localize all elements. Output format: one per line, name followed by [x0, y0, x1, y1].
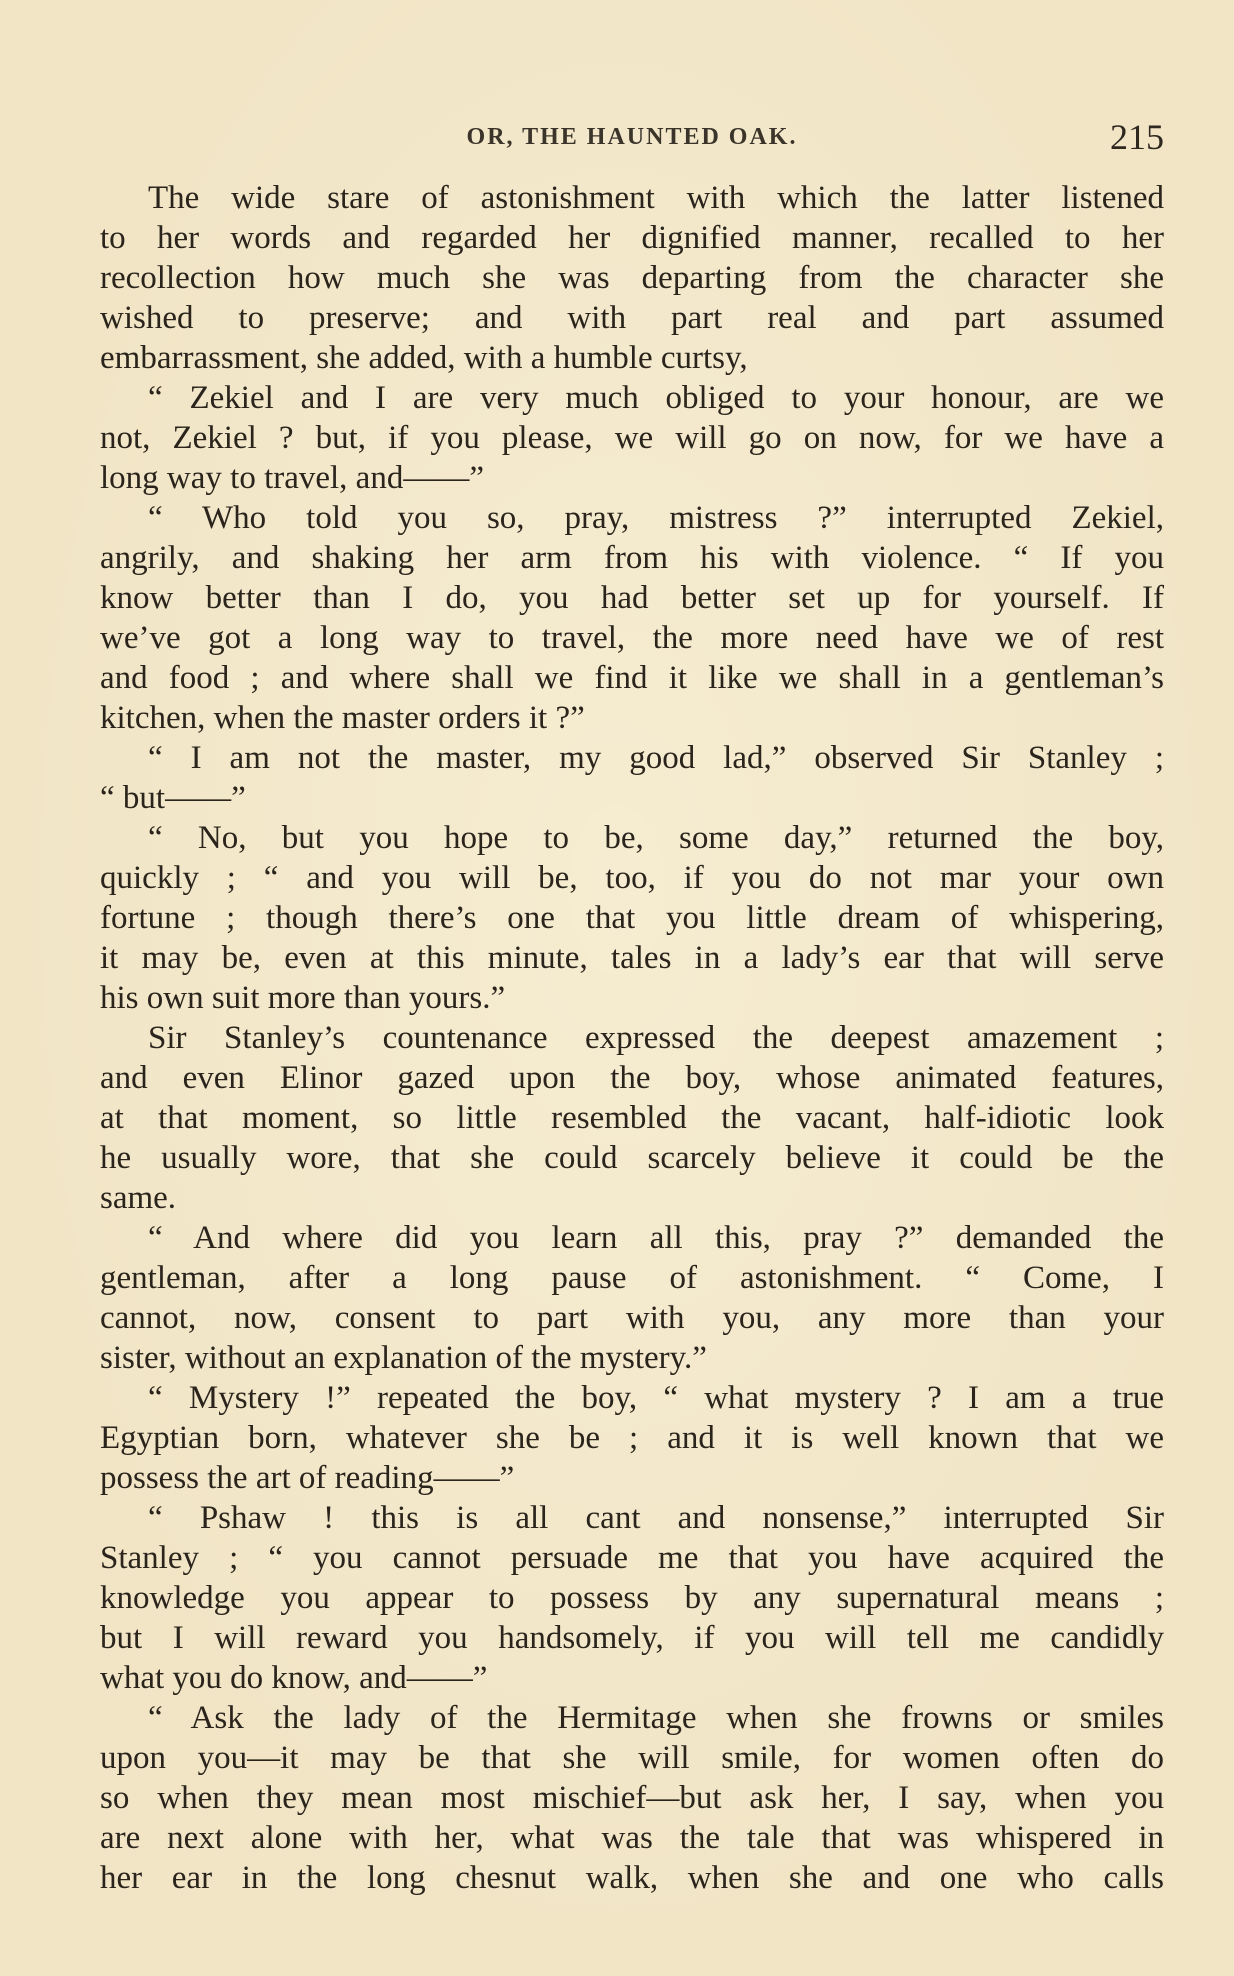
text-line: kitchen, when the master orders it ?”: [100, 700, 585, 736]
text-line: wished to preserve; and with part real and part assumed: [100, 300, 1164, 336]
text-line: cannot, now, consent to part with you, any more than your: [100, 1300, 1164, 1336]
text-line: “ Mystery !” repeated the boy, “ what mystery ? I am a true: [148, 1380, 1164, 1416]
body-text: [100, 178, 1164, 1898]
text-line: “ Zekiel and I are very much obliged to your honour, are we: [148, 380, 1164, 416]
text-line: “ Ask the lady of the Hermitage when she frowns or smiles: [148, 1700, 1164, 1736]
text-line: Stanley ; “ you cannot persuade me that you have acquired the: [100, 1540, 1164, 1576]
text-line: long way to travel, and——”: [100, 460, 484, 496]
text-line: The wide stare of astonishment with which the latter listened: [148, 180, 1164, 216]
text-line: Sir Stanley’s countenance expressed the deepest amazement ;: [148, 1020, 1164, 1056]
text-line: but I will reward you handsomely, if you will tell me candidly: [100, 1620, 1164, 1656]
text-line: recollection how much she was departing from the character she: [100, 260, 1164, 296]
text-line: and food ; and where shall we find it like we shall in a gentleman’s: [100, 660, 1164, 696]
text-line: Egyptian born, whatever she be ; and it is well known that we: [100, 1420, 1164, 1456]
text-line: “ Who told you so, pray, mistress ?” interrupted Zekiel,: [148, 500, 1164, 536]
text-line: same.: [100, 1180, 177, 1216]
text-line: gentleman, after a long pause of astonishment. “ Come, I: [100, 1260, 1164, 1296]
text-line: it may be, even at this minute, tales in a lady’s ear that will serve: [100, 940, 1164, 976]
text-line: at that moment, so little resembled the vacant, half-idiotic look: [100, 1100, 1164, 1136]
text-line: so when they mean most mischief—but ask her, I say, when you: [100, 1780, 1164, 1816]
text-line: what you do know, and——”: [100, 1660, 488, 1696]
text-line: his own suit more than yours.”: [100, 980, 506, 1016]
text-line: knowledge you appear to possess by any supernatural means ;: [100, 1580, 1164, 1616]
text-line: “ And where did you learn all this, pray ?” demanded the: [148, 1220, 1164, 1256]
text-line: to her words and regarded her dignified manner, recalled to her: [100, 220, 1164, 256]
running-title: OR, THE HAUNTED OAK.: [466, 124, 798, 150]
text-line: “ Pshaw ! this is all cant and nonsense,” interrupted Sir: [148, 1500, 1164, 1536]
text-line: “ but——”: [100, 780, 246, 816]
text-line: “ No, but you hope to be, some day,” returned the boy,: [148, 820, 1164, 856]
text-line: upon you—it may be that she will smile, for women often do: [100, 1740, 1164, 1776]
text-line: fortune ; though there’s one that you little dream of whispering,: [100, 900, 1164, 936]
text-line: her ear in the long chesnut walk, when she and one who calls: [100, 1860, 1164, 1896]
text-line: possess the art of reading——”: [100, 1460, 515, 1496]
text-line: sister, without an explanation of the mystery.”: [100, 1340, 707, 1376]
text-line: “ I am not the master, my good lad,” observed Sir Stanley ;: [148, 740, 1164, 776]
text-line: not, Zekiel ? but, if you please, we will go on now, for we have a: [100, 420, 1164, 456]
text-line: angrily, and shaking her arm from his with violence. “ If you: [100, 540, 1164, 576]
text-line: embarrassment, she added, with a humble curtsy,: [100, 340, 748, 376]
text-line: know better than I do, you had better set up for yourself. If: [100, 580, 1164, 616]
text-line: are next alone with her, what was the tale that was whispered in: [100, 1820, 1164, 1856]
text-line: quickly ; “ and you will be, too, if you do not mar your own: [100, 860, 1164, 896]
running-head: [100, 116, 1164, 160]
text-line: we’ve got a long way to travel, the more need have we of rest: [100, 620, 1164, 656]
page-number: 215: [1110, 117, 1164, 157]
text-line: and even Elinor gazed upon the boy, whose animated features,: [100, 1060, 1164, 1096]
text-line: he usually wore, that she could scarcely believe it could be the: [100, 1140, 1164, 1176]
